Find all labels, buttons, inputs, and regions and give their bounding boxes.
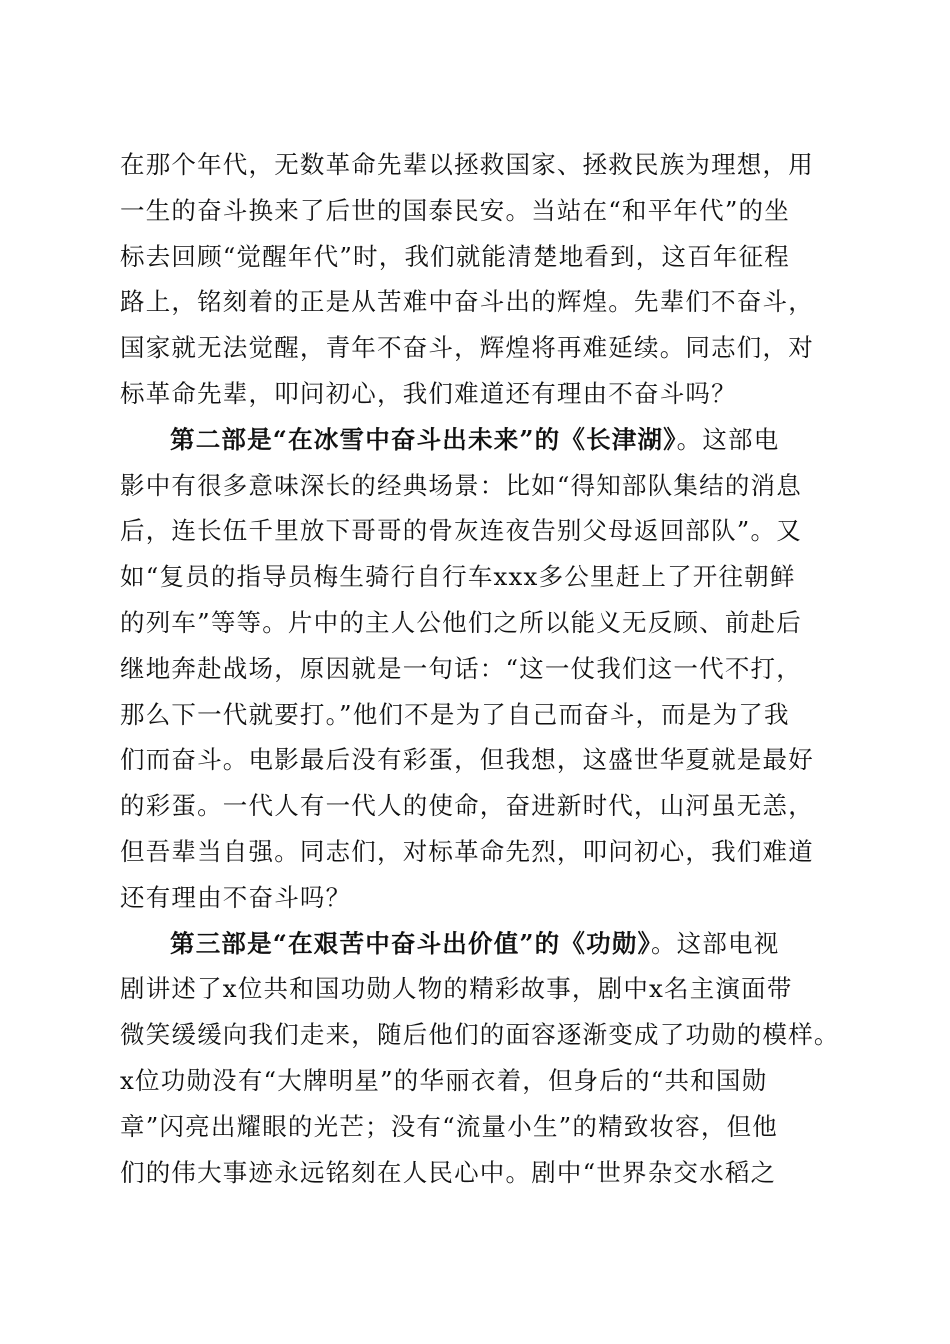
paragraph-3-line: 章”闪亮出耀眼的光芒；没有“流量小生”的精致妆容，但他 xyxy=(120,1111,778,1141)
paragraph-2-line: 后，连长伍千里放下哥哥的骨灰连夜告别父母返回部队”。又 xyxy=(120,516,802,546)
paragraph-2-line: 们而奋斗。电影最后没有彩蛋，但我想，这盛世华夏就是最好 xyxy=(120,745,814,775)
paragraph-3-first-line-rest: 。这部电视 xyxy=(650,928,780,958)
paragraph-2-line: 但吾辈当自强。同志们，对标革命先烈，叩问初心，我们难道 xyxy=(120,836,814,866)
paragraph-3-line: 剧讲述了x位共和国功勋人物的精彩故事，剧中x名主演面带 xyxy=(120,974,793,1004)
paragraph-2-line: 那么下一代就要打。”他们不是为了自己而奋斗，而是为了我 xyxy=(120,699,790,729)
paragraph-3-lead: 第三部是“在艰苦中奋斗出价值”的《功勋》 xyxy=(170,928,651,958)
paragraph-2-line: 如“复员的指导员梅生骑行自行车xxx多公里赶上了开往朝鲜 xyxy=(120,562,796,592)
paragraph-2-line: 的列车”等等。片中的主人公他们之所以能义无反顾、前赴后 xyxy=(120,607,802,637)
paragraph-3-line: 们的伟大事迹永远铭刻在人民心中。剧中“世界杂交水稻之 xyxy=(120,1157,777,1187)
paragraph-2-line: 继地奔赴战场，原因就是一句话：“这一仗我们这一代不打， xyxy=(120,653,802,683)
paragraph-3-line: 微笑缓缓向我们走来，随后他们的面容逐渐变成了功勋的模样。 xyxy=(120,1020,840,1050)
paragraph-2-line: 的彩蛋。一代人有一代人的使命，奋进新时代，山河虽无恙， xyxy=(120,791,814,821)
paragraph-2-first-line xyxy=(120,417,840,463)
paragraph-3-first-line xyxy=(120,921,840,967)
paragraph-3-line: x位功勋没有“大牌明星”的华丽衣着，但身后的“共和国勋 xyxy=(120,1065,768,1095)
paragraph-2-first-line-rest: 。这部电 xyxy=(676,424,780,454)
paragraph-1-line: 在那个年代，无数革命先辈以拯救国家、拯救民族为理想，用 xyxy=(120,150,814,179)
paragraph-1-line: 国家就无法觉醒，青年不奋斗，辉煌将再难延续。同志们，对 xyxy=(120,333,814,363)
paragraph-2-line: 还有理由不奋斗吗？ xyxy=(120,882,352,912)
document-body xyxy=(120,142,840,1195)
paragraph-2-line: 影中有很多意味深长的经典场景：比如“得知部队集结的消息 xyxy=(120,470,802,500)
paragraph-1-line: 标革命先辈，叩问初心，我们难道还有理由不奋斗吗？ xyxy=(120,378,737,408)
paragraph-1-line: 路上，铭刻着的正是从苦难中奋斗出的辉煌。先辈们不奋斗， xyxy=(120,287,814,317)
paragraph-1-line: 标去回顾“觉醒年代”时，我们就能清楚地看到，这百年征程 xyxy=(120,241,790,271)
paragraph-2-lead: 第二部是“在冰雪中奋斗出未来”的《长津湖》 xyxy=(170,424,677,454)
paragraph-1-line: 一生的奋斗换来了后世的国泰民安。当站在“和平年代”的坐 xyxy=(120,195,790,225)
